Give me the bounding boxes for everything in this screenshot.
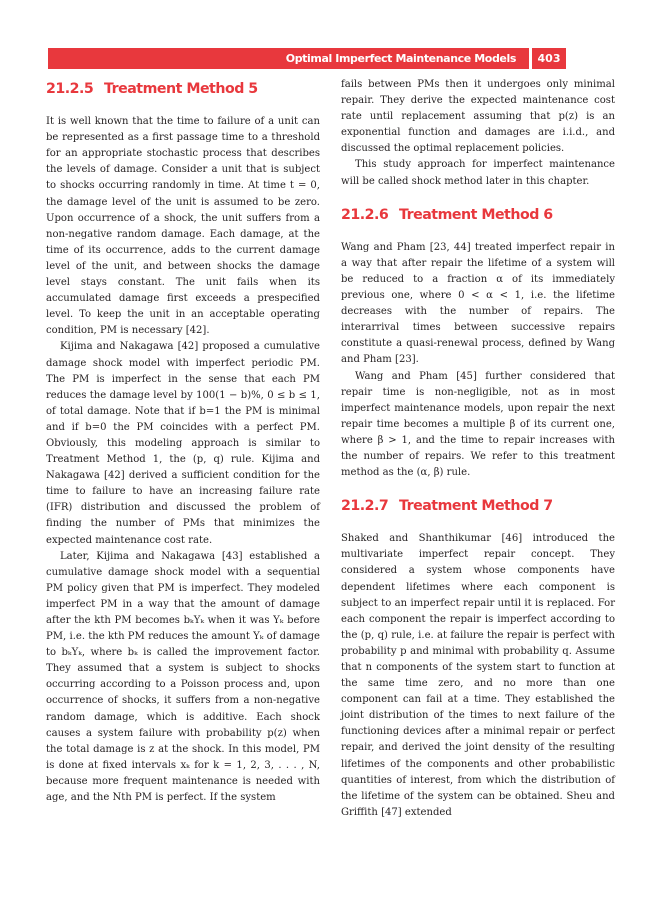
paragraph: Wang and Pham [23, 44] treated imperfect repair in a way that after repair the lifetime of a system will be reduced to a fraction α of its immediately previous one, where 0 < α < 1, i.e. the lifetime decreases with the number of repairs. The interarrival times between successive repairs constitute a quasi-renewal process, defined by Wang and Pham [23].: [341, 241, 615, 366]
page-number-box: [529, 48, 566, 69]
section-heading: [341, 498, 615, 514]
paragraph: It is well known that the time to failure of a unit can be represented as a first passage time to a threshold for an appropriate stochastic process that describes the levels of damage. Consider a unit that is subject to shocks occurring randomly in time. At time t = 0, the damage level of the unit is assumed to be zero. Upon occurrence of a shock, the unit suffers from a non-negative random damage. Each damage, at the time of its occurrence, adds to the current damage level of the unit, and between shocks the damage level stays constant. The unit fails when its accumulated damage first exceeds a prespecified level. To keep the unit in an acceptable operating condition, PM is necessary [42].: [46, 116, 320, 337]
section-number: 21.2.6: [341, 206, 389, 223]
section-number: 21.2.7: [341, 498, 389, 515]
section-title: Treatment Method 7: [399, 498, 553, 515]
right-column: [341, 77, 615, 821]
section-title: Treatment Method 6: [399, 206, 553, 223]
page-number: 403: [532, 48, 566, 69]
paragraph: This study approach for imperfect maintenance will be called shock method later in this chapter.: [341, 159, 615, 187]
paragraph: Shaked and Shanthikumar [46] introduced the multivariate imperfect repair concept. They considered a system whose components have dependent lifetimes where each component is subject to an imperfect repair until it is replaced. For each component the repair is imperfect according to the (p, q) rule, i.e. at failure the repair is perfect with probability p and minimal with probability q. Assume that n components of the system start to function at the same time zero, and no more than one component can fail at a time. They established the joint distribution of the times to next failure of the functioning devices after a minimal repair or perfect repair, and derived the joint density of the resulting lifetimes of the components and other probabilistic quantities of interest, from which the distribution of the lifetime of the system can be obtained. Sheu and Griffith [47] extended: [341, 533, 615, 818]
section-number: 21.2.5: [46, 81, 94, 97]
paragraph: Kijima and Nakagawa [42] proposed a cumulative damage shock model with imperfect periodic PM. The PM is imperfect in the sense that each PM reduces the damage level by 100(1 − b)%, 0 ≤ b ≤ 1, of total damage. Note that if b=1 the PM is minimal and if b=0 the PM coincides with a perfect PM. Obviously, this modeling approach is similar to Treatment Method 1, the (p, q) rule. Kijima and Nakagawa [42] derived a sufficient condition for the time to failure to have an increasing failure rate (IFR) distribution and discussed the problem of finding the number of PMs that minimizes the expected maintenance cost rate.: [46, 341, 320, 546]
section-title: Treatment Method 5: [104, 81, 258, 97]
left-column: [46, 77, 320, 806]
running-title: Optimal Imperfect Maintenance Models: [285, 52, 516, 65]
paragraph: fails between PMs then it undergoes only minimal repair. They derive the expected maintenance cost rate until replacement assuming that p(z) is an exponential function and damages are i.i.d., and discussed the optimal replacement policies.: [341, 79, 615, 155]
paragraph: Wang and Pham [45] further considered that repair time is non-negligible, not as in most imperfect maintenance models, upon repair the next repair time becomes a multiple β of its current one, where β > 1, and the time to repair increases with the number of repairs. We refer to this treatment method as the (α, β) rule.: [341, 370, 615, 479]
section-heading: [46, 81, 320, 97]
paragraph: Later, Kijima and Nakagawa [43] established a cumulative damage shock model with a sequential PM policy given that PM is imperfect. They modeled imperfect PM in a way that the amount of damage after the kth PM becomes bₖYₖ when it was Yₖ before PM, i.e. the kth PM reduces the amount Yₖ of damage to bₖYₖ, where bₖ is called the improvement factor. They assumed that a system is subject to shocks occurring according to a Poisson process and, upon occurrence of shocks, it suffers from a non-negative random damage, which is additive. Each shock causes a system failure with probability p(z) when the total damage is z at the shock. In this model, PM is done at fixed intervals xₖ for k = 1, 2, 3, . . . , N, because more frequent maintenance is needed with age, and the Nth PM is perfect. If the system: [46, 550, 320, 804]
section-heading: [341, 207, 615, 223]
running-header: [48, 48, 566, 69]
